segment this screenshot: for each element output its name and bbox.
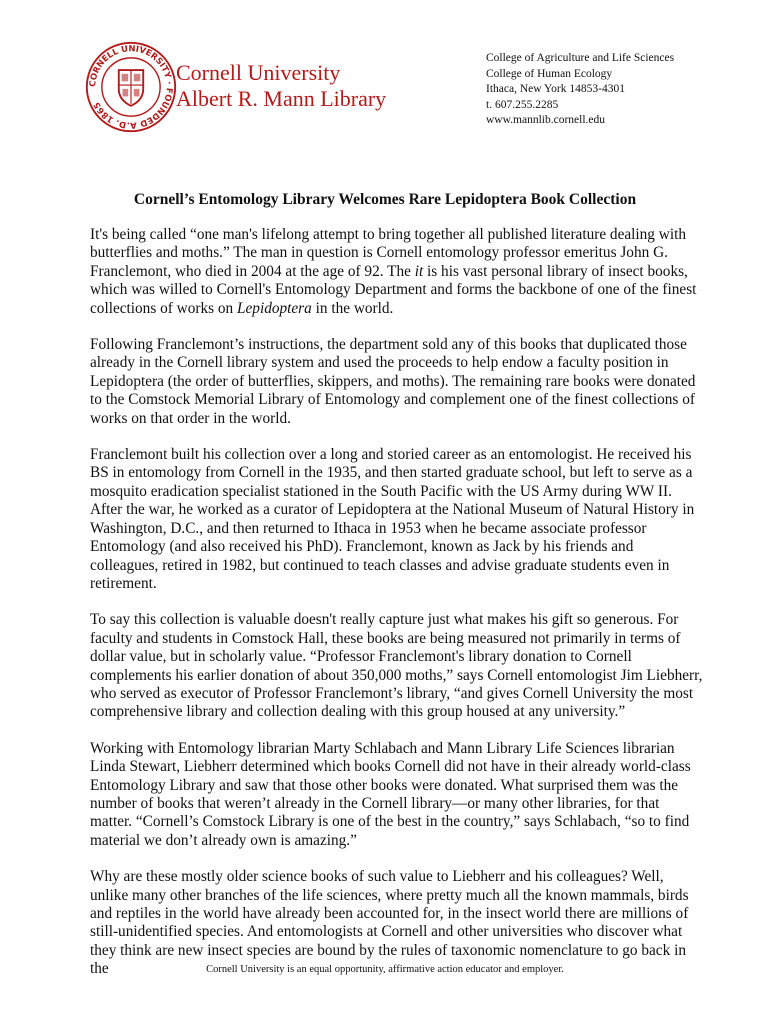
paragraph: It's being called “one man's lifelong attempt to bring together all published literature dealing with butterflies and moths.” The man in question is Cornell entomology professor emeritus John G. Franclemont, who died in 2004 at the age of 92. The it is his vast personal library of insect books, which was willed to Cornell's Entomology Department and forms the backbone of one of the finest collections of works on Lepidoptera in the world. xyxy=(90,226,697,317)
seal-text: CORNELL UNIVERSITY · FOUNDED A.D. 1865 xyxy=(87,43,175,131)
address-website: www.mannlib.cornell.edu xyxy=(486,114,606,126)
paragraph: Following Franclemont’s instructions, the department sold any of this books that duplicated those already in the Cornell library system and used the proceeds to help endow a faculty position in Lepidoptera (the order of butterflies, skippers, and moths). The remaining rare books were donated to the Comstock Memorial Library of Entomology and complement one of the finest collections of works on that order in the world. xyxy=(90,336,696,427)
footer-disclaimer: Cornell University is an equal opportunity, affirmative action educator and employer. xyxy=(206,964,564,975)
emphasis: it xyxy=(414,262,424,280)
paragraph: To say this collection is valuable doesn't really capture just what makes his gift so generous. For faculty and students in Comstock Hall, these books are being measured not primarily in terms of dollar value, but in scholarly value. “Professor Franclemont's library donation to Cornell complements his earlier donation of about 350,000 moths,” says Cornell entomologist Jim Liebherr, who served as executor of Professor Franclemont’s library, “and gives Cornell University the most comprehensive library and collection dealing with this group housed at any university.” xyxy=(90,611,703,721)
article-body xyxy=(90,226,704,997)
address-phone: t. 607.255.2285 xyxy=(486,98,559,111)
address-block xyxy=(486,51,674,129)
article-title: Cornell’s Entomology Library Welcomes Rare Lepidoptera Book Collection xyxy=(133,191,637,208)
address-line: Ithaca, New York 14853-4301 xyxy=(486,83,625,95)
cornell-seal-icon xyxy=(84,40,178,134)
cornell-mann-library-logo xyxy=(84,40,387,140)
paragraph: Franclemont built his collection over a long and storied career as an entomologist. He received his BS in entomology from Cornell in the 1935, and then started graduate school, but left to serve as a mosquito eradication specialist stationed in the South Pacific with the US Army during WW II. After the war, he worked as a curator of Lepidoptera at the National Museum of Natural History in Washington, D.C., and then returned to Ithaca in 1953 when he became associate professor Entomology (and also received his PhD). Franclemont, known as Jack by his friends and colleagues, retired in 1982, but continued to teach classes and advise graduate students even in retirement. xyxy=(90,446,695,592)
paragraph: Why are these mostly older science books of such value to Liebherr and his colleagues? Well, unlike many other branches of the life sciences, where pretty much all the known mammals, birds and reptiles in the world have already been accounted for, in the insect world there are millions of still-unidentified species. And entomologists at Cornell and other universities who discover what they think are new insect species are bound by the rules of taxonomic nomenclature to go back in the xyxy=(90,868,689,978)
paragraph: Working with Entomology librarian Marty Schlabach and Mann Library Life Sciences librarian Linda Stewart, Liebherr determined which books Cornell did not have in their already world-class Entomology Library and saw that those other books were donated. What surprised them was the number of books that weren’t already in the Cornell library—or many other libraries, for that matter. “Cornell’s Comstock Library is one of the best in the country,” says Schlabach, “so to find material we don’t already own is amazing.” xyxy=(90,739,691,849)
address-line: College of Human Ecology xyxy=(486,67,613,80)
address-line: College of Agriculture and Life Sciences xyxy=(486,52,675,64)
emphasis: Lepidoptera xyxy=(237,299,312,317)
logo-library-name: Albert R. Mann Library xyxy=(176,86,387,111)
logo-university-name: Cornell University xyxy=(176,60,341,85)
